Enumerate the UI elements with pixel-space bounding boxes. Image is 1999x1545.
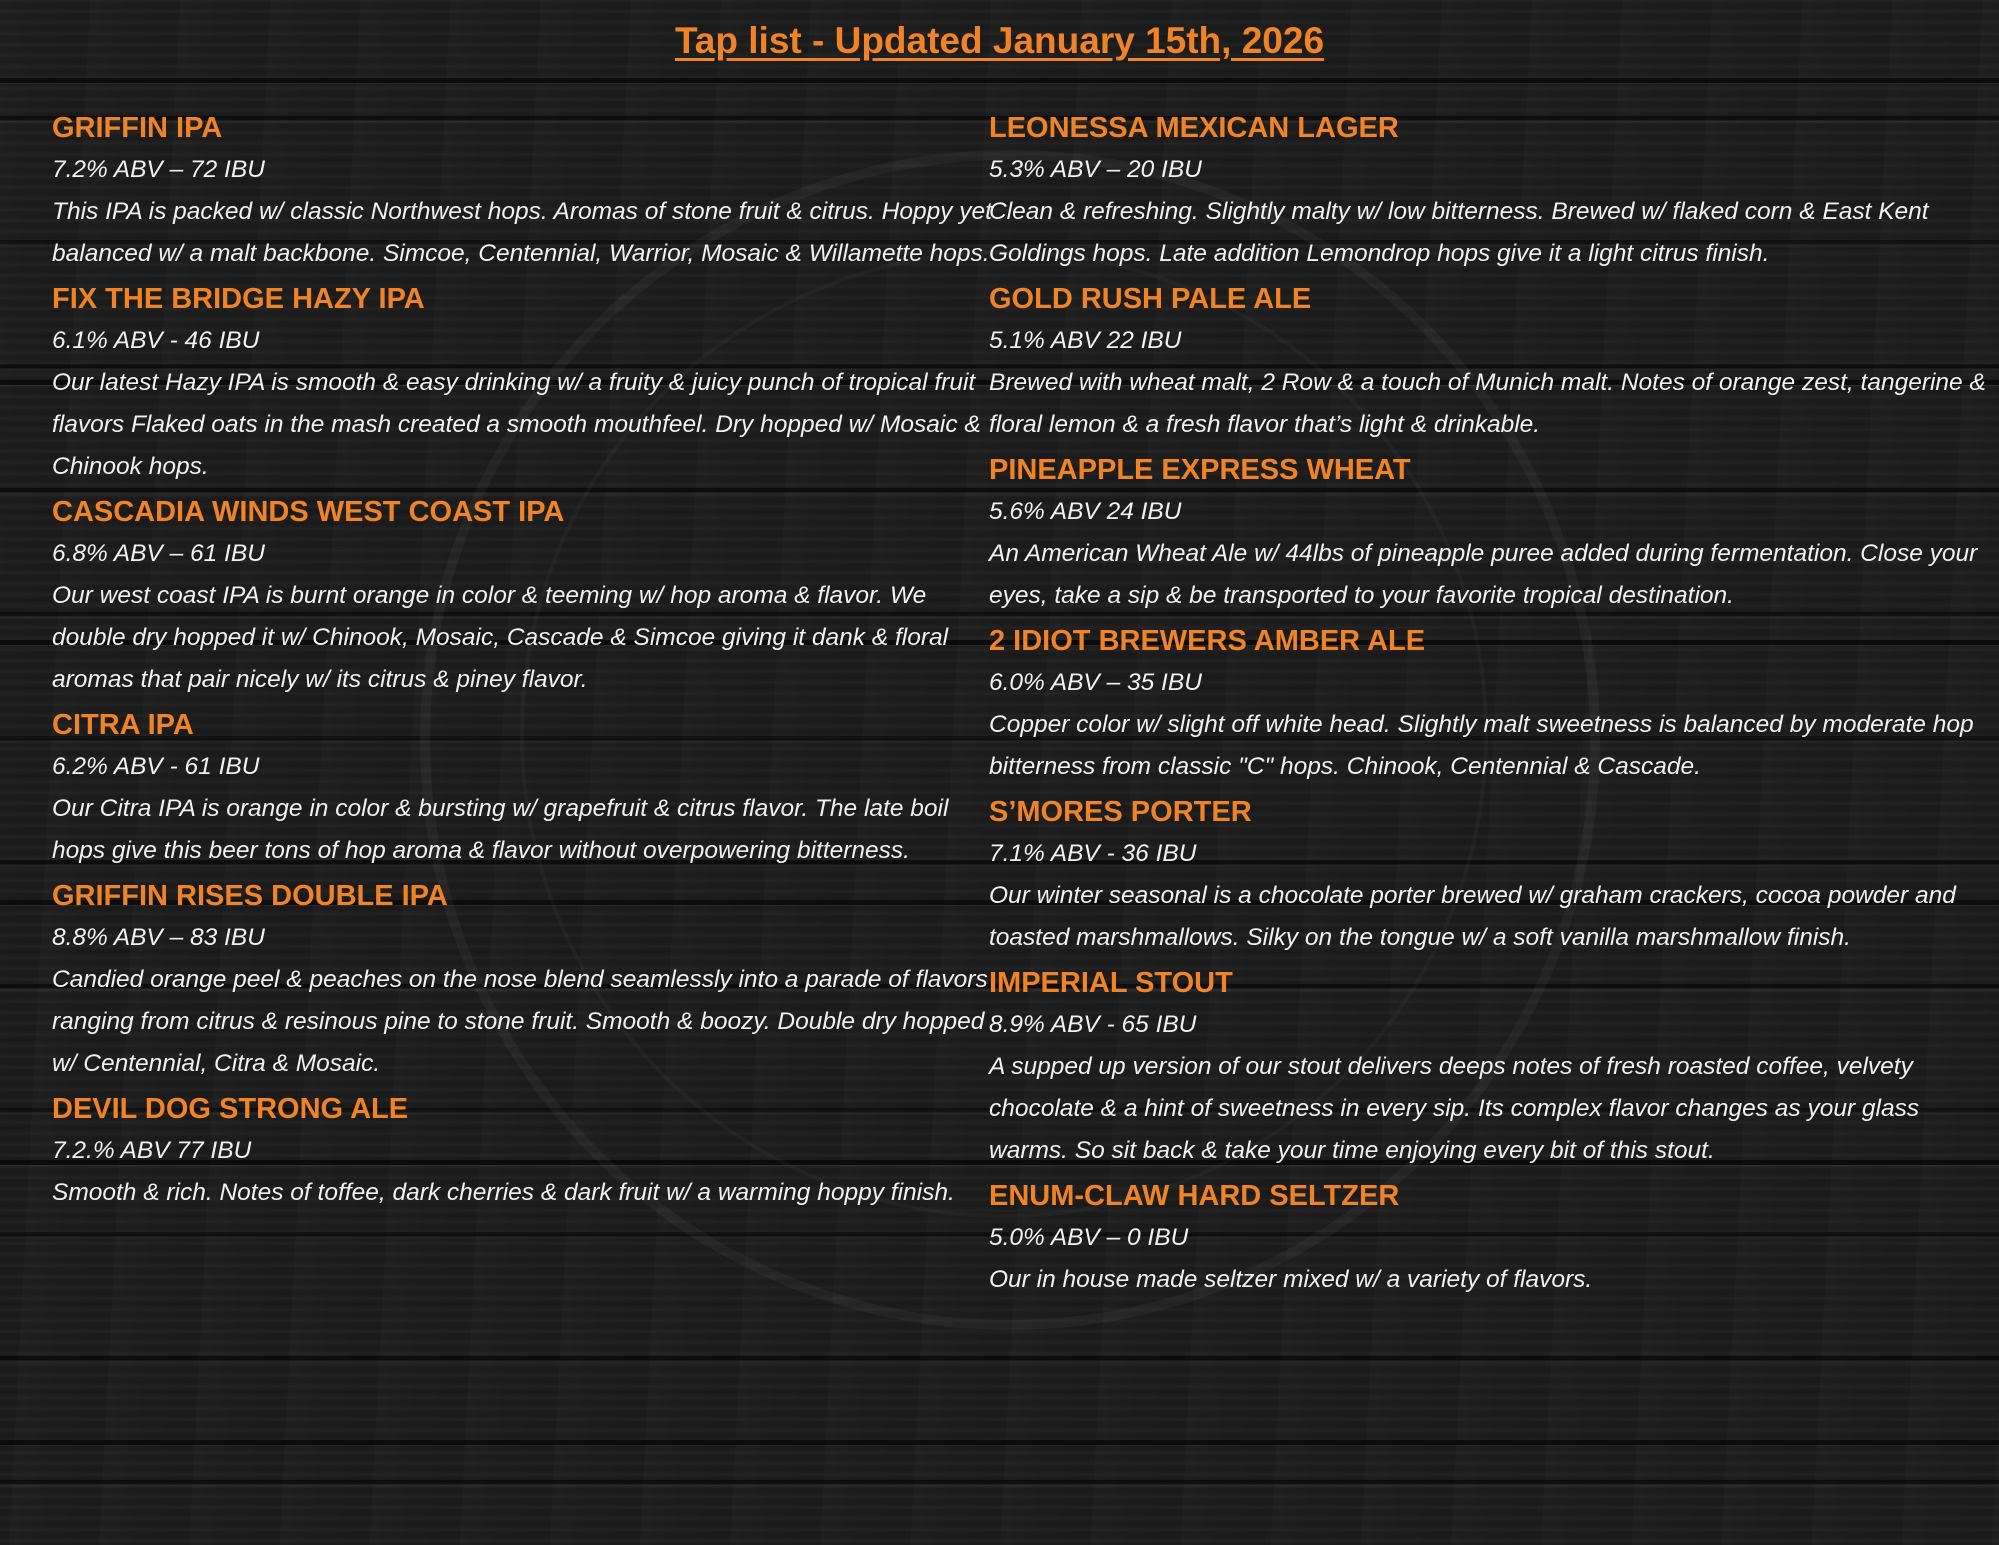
beer-name: GRIFFIN IPA (52, 112, 223, 144)
beer-name: IMPERIAL STOUT (989, 967, 1233, 999)
beer-item (989, 963, 1989, 1172)
beer-description: This IPA is packed w/ classic Northwest hops. Aromas of stone fruit & citrus. Hoppy yet balanced w/ a malt backbone. Simcoe, Centennial, Warrior, Mosaic & Willamette hops. (52, 198, 992, 267)
beer-stats: 8.8% ABV – 83 IBU (52, 924, 265, 951)
beer-stats: 5.0% ABV – 0 IBU (989, 1224, 1189, 1251)
beer-item (52, 1089, 992, 1214)
beer-item (989, 279, 1989, 446)
beer-stats: 7.1% ABV - 36 IBU (989, 840, 1197, 867)
beer-stats: 8.9% ABV - 65 IBU (989, 1011, 1197, 1038)
beer-item (52, 108, 992, 275)
beer-item (989, 621, 1989, 788)
beer-item (52, 705, 992, 872)
beer-description: Our Citra IPA is orange in color & bursting w/ grapefruit & citrus flavor. The late boil hops give this beer tons of hop aroma & flavor without overpowering bitterness. (52, 795, 949, 864)
wood-plank-seam (0, 1440, 1999, 1445)
beer-name: 2 IDIOT BREWERS AMBER ALE (989, 625, 1426, 657)
beer-description: Our in house made seltzer mixed w/ a variety of flavors. (989, 1266, 1593, 1293)
beer-name: DEVIL DOG STRONG ALE (52, 1093, 409, 1125)
beer-stats: 7.2% ABV – 72 IBU (52, 156, 265, 183)
beer-stats: 5.1% ABV 22 IBU (989, 327, 1182, 354)
beer-item (52, 279, 992, 488)
beer-item (989, 450, 1989, 617)
beer-name: CASCADIA WINDS WEST COAST IPA (52, 496, 565, 528)
beer-description: Our west coast IPA is burnt orange in color & teeming w/ hop aroma & flavor. We double dry hopped it w/ Chinook, Mosaic, Cascade & Simcoe giving it dank & floral aromas that pair nicely w/ its citrus & piney flavor. (52, 582, 949, 693)
wood-plank-seam (0, 78, 1999, 83)
beer-name: PINEAPPLE EXPRESS WHEAT (989, 454, 1411, 486)
beer-description: Clean & refreshing. Slightly malty w/ low bitterness. Brewed w/ flaked corn & East Kent Goldings hops. Late addition Lemondrop hops give it a light citrus finish. (989, 198, 1929, 267)
beer-description: An American Wheat Ale w/ 44lbs of pineapple puree added during fermentation. Close your eyes, take a sip & be transported to your favorite tropical destination. (989, 540, 1978, 609)
beer-stats: 6.8% ABV – 61 IBU (52, 540, 265, 567)
beer-description: Candied orange peel & peaches on the nose blend seamlessly into a parade of flavors ranging from citrus & resinous pine to stone fruit. Smooth & boozy. Double dry hopped w/ Centennial, Citra & Mosaic. (52, 966, 988, 1077)
beer-item (989, 1176, 1989, 1301)
beer-item (989, 792, 1989, 959)
beer-stats: 6.2% ABV - 61 IBU (52, 753, 260, 780)
beer-description: Copper color w/ slight off white head. Slightly malt sweetness is balanced by moderate hop bitterness from classic "C" hops. Chinook, Centennial & Cascade. (989, 711, 1974, 780)
beer-description: Brewed with wheat malt, 2 Row & a touch of Munich malt. Notes of orange zest, tangerine & floral lemon & a fresh flavor that’s light & drinkable. (989, 369, 1986, 438)
beer-description: A supped up version of our stout delivers deeps notes of fresh roasted coffee, velvety chocolate & a hint of sweetness in every sip. Its complex flavor changes as your glass warms. So sit back & take your time enjoying every bit of this stout. (989, 1053, 1920, 1164)
right-beer-column (989, 108, 1989, 1305)
beer-name: GOLD RUSH PALE ALE (989, 283, 1312, 315)
beer-name: GRIFFIN RISES DOUBLE IPA (52, 880, 448, 912)
left-beer-column (52, 108, 992, 1218)
beer-stats: 6.1% ABV - 46 IBU (52, 327, 260, 354)
beer-item (52, 876, 992, 1085)
beer-item (989, 108, 1989, 275)
beer-description: Smooth & rich. Notes of toffee, dark cherries & dark fruit w/ a warming hoppy finish. (52, 1179, 955, 1206)
beer-name: ENUM-CLAW HARD SELTZER (989, 1180, 1400, 1212)
beer-stats: 6.0% ABV – 35 IBU (989, 669, 1202, 696)
beer-item (52, 492, 992, 701)
beer-name: FIX THE BRIDGE HAZY IPA (52, 283, 425, 315)
beer-stats: 7.2.% ABV 77 IBU (52, 1137, 252, 1164)
beer-name: LEONESSA MEXICAN LAGER (989, 112, 1399, 144)
beer-name: CITRA IPA (52, 709, 194, 741)
beer-description: Our winter seasonal is a chocolate porter brewed w/ graham crackers, cocoa powder and toasted marshmallows. Silky on the tongue w/ a soft vanilla marshmallow finish. (989, 882, 1956, 951)
beer-description: Our latest Hazy IPA is smooth & easy drinking w/ a fruity & juicy punch of tropical fruit flavors Flaked oats in the mash created a smooth mouthfeel. Dry hopped w/ Mosaic & Chinook hops. (52, 369, 981, 480)
page-title: Tap list - Updated January 15th, 2026 (674, 20, 1325, 61)
beer-name: S’MORES PORTER (989, 796, 1252, 828)
beer-stats: 5.3% ABV – 20 IBU (989, 156, 1202, 183)
beer-stats: 5.6% ABV 24 IBU (989, 498, 1182, 525)
